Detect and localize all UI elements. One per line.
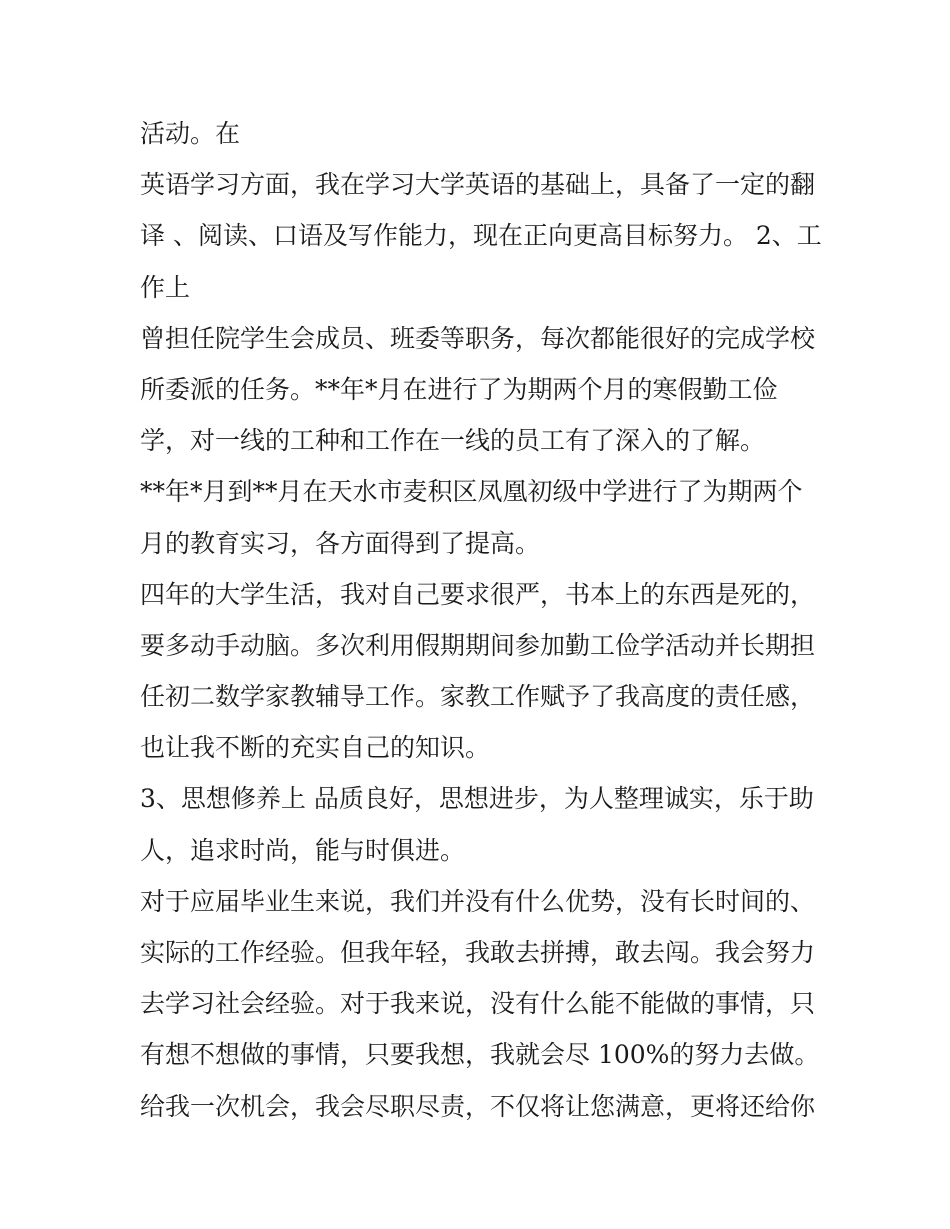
text-line: 四年的大学生活，我对自己要求很严，书本上的东西是死的，: [140, 579, 816, 609]
text-line: 人，追求时尚，能与时俱进。: [140, 835, 466, 865]
text-line: 作上: [140, 272, 191, 302]
text-line: 任初二数学家教辅导工作。家教工作赋予了我高度的责任感，: [140, 682, 816, 712]
text-line: 也让我不断的充实自己的知识。: [140, 733, 491, 763]
text-line: 英语学习方面，我在学习大学英语的基础上，具备了一定的翻: [140, 170, 816, 200]
text-line: 对于应届毕业生来说，我们并没有什么优势，没有长时间的、: [140, 886, 816, 916]
text-line: 曾担任院学生会成员、班委等职务，每次都能很好的完成学校: [140, 323, 816, 353]
text-line: 给我一次机会，我会尽职尽责，不仅将让您满意，更将还给你: [140, 1091, 816, 1121]
text-line: 要多动手动脑。多次利用假期期间参加勤工俭学活动并长期担: [140, 630, 816, 660]
text-line: 实际的工作经验。但我年轻，我敢去拼搏，敢去闯。我会努力: [140, 938, 816, 967]
text-line: 活动。在: [140, 119, 241, 148]
text-line: 月的教育实习，各方面得到了提高。: [140, 528, 541, 558]
text-line: 译 、阅读、口语及写作能力，现在正向更高目标努力。 2、工: [140, 221, 822, 251]
text-line: 3、思想修养上 品质良好，思想进步，为人整理诚实，乐于助: [140, 784, 814, 814]
text-line: 有想不想做的事情，只要我想，我就会尽 100%的努力去做。: [140, 1040, 820, 1070]
text-line: 所委派的任务。**年*月在进行了为期两个月的寒假勤工俭: [140, 374, 778, 404]
document-body: [140, 108, 820, 1132]
text-line: 去学习社会经验。对于我来说，没有什么能不能做的事情，只: [140, 989, 816, 1019]
text-line: 学，对一线的工种和工作在一线的员工有了深入的了解。: [140, 426, 766, 456]
text-line: **年*月到**月在天水市麦积区凤凰初级中学进行了为期两个: [140, 477, 803, 507]
